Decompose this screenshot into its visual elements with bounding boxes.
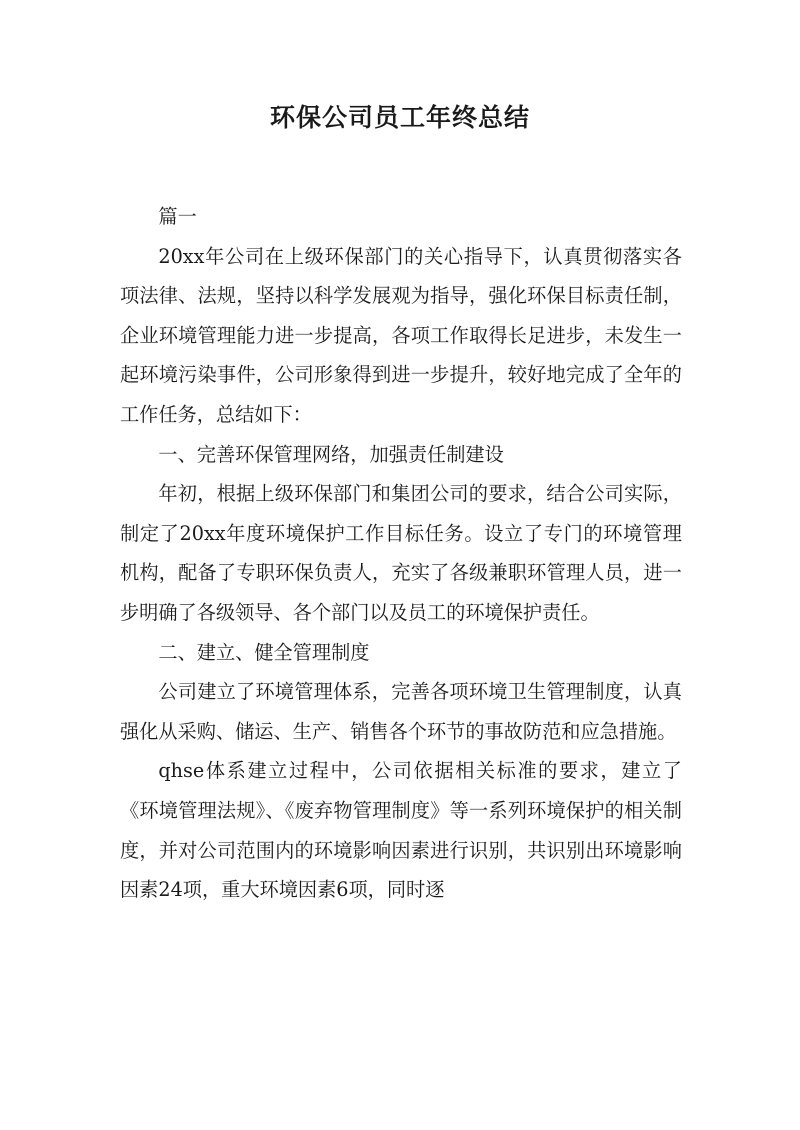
section-heading: 一、完善环保管理网络，加强责任制建设 [158,442,504,466]
section-label: 篇一 [158,205,197,228]
section-heading: 二、建立、健全管理制度 [158,640,370,664]
paragraph: 年初，根据上级环保部门和集团公司的要求，结合公司实际，制定了20xx年度环境保护工作目标任务。设立了专门的环境管理机构，配备了专职环保负责人，充实了各级兼职环管理人员，进一步明确了各级领导、各个部门以及员工的环境保护责任。 [120,482,682,624]
document-body [120,197,682,910]
paragraph: qhse体系建立过程中，公司依据相关标准的要求，建立了《环境管理法规》、《废弃物管理制度》等一系列环境保护的相关制度，并对公司范围内的环境影响因素进行识别，共识别出环境影响因素24项，重大环境因素6项，同时逐 [120,759,682,902]
paragraph: 20xx年公司在上级环保部门的关心指导下，认真贯彻落实各项法律、法规，坚持以科学发展观为指导，强化环保目标责任制，企业环境管理能力进一步提高，各项工作取得长足进步，未发生一起环境污染事件，公司形象得到进一步提升，较好地完成了全年的工作任务，总结如下： [120,244,682,426]
document-title: 环保公司员工年终总结 [269,103,530,132]
paragraph: 公司建立了环境管理体系，完善各项环境卫生管理制度，认真强化从采购、储运、生产、销售各个环节的事故防范和应急措施。 [120,680,682,743]
